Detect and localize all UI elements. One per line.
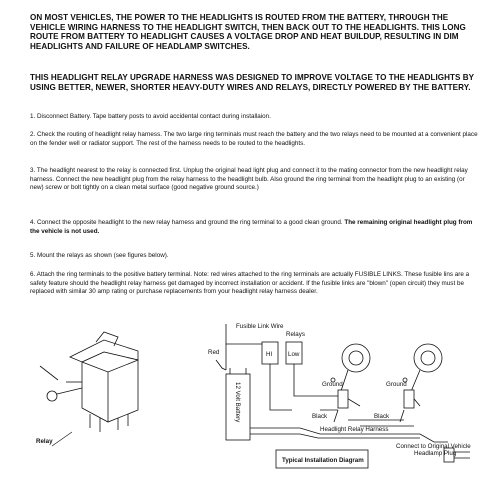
red-wire-label: Red: [208, 349, 220, 356]
intro-paragraph-2: THIS HEADLIGHT RELAY UPGRADE HARNESS WAS DESIGNED TO IMPROVE VOLTAGE TO THE HEADLIGHTS BY USING BETTER, NEWER, SHORTER HEAVY-DUTY WIRES AND RELAYS, DIRECTLY POWERED BY THE BATTERY.: [30, 73, 474, 92]
step-4-text: 4. Connect the opposite headlight to the new relay harness and ground the ring terminal to a good clean ground.: [30, 219, 343, 226]
step-4-note: The remaining original headlight plug from the vehicle is not used.: [30, 219, 473, 235]
low-relay-label: Low: [288, 351, 300, 358]
relay-label: Relay: [36, 438, 53, 445]
step-4: [30, 219, 478, 236]
ground-label-1: Ground: [322, 381, 343, 388]
hi-relay-label: HI: [266, 351, 273, 358]
installation-diagram: [0, 310, 500, 500]
step-6: 6. Attach the ring terminals to the positive battery terminal. Note: red wires attached to the ring terminals are actually FUSIBLE LINKS. These fusible lins are a safety feature should the headlight relay harness get damaged by incorrect installation or accident. If the fusible links are "blown" (open circuit) they must be replaced with similar 30 amp rating or purchase replacements from your headlight relay harness dealer.: [30, 271, 470, 296]
relay-leader: [52, 432, 72, 446]
black-wire-label-1: Black: [312, 413, 328, 420]
relay-illustration: [40, 332, 138, 432]
step-3: 3. The headlight nearest to the relay is connected first. Unplug the original head light plug and connect it to the mating connector from the new headlight relay harness. Connect the new headlight plug from the relay harness to the headlight bulb. Also ground the ring terminal from the headlight plug to an existing (or new) screw or bolt tightly on a clean metal surface (good negative ground source.): [30, 167, 468, 192]
step-2: 2. Check the routing of headlight relay harness. The two large ring terminals must reach the battery and the two relays need to be mounted at a convenient place on the fender well or radiator support. The rest of the harness needs to be routed to the headlights.: [30, 131, 478, 147]
wiring-schematic: [216, 324, 470, 462]
harness-label: Headlight Relay Harness: [320, 426, 389, 433]
ground-label-2: Ground: [386, 381, 407, 388]
intro-paragraph-1: ON MOST VEHICLES, THE POWER TO THE HEADLIGHTS IS ROUTED FROM THE BATTERY, THROUGH THE VEHICLE WIRING HARNESS TO THE HEADLIGHT SWITCH, THEN BACK OUT TO THE HEADLIGHTS. THIS LONG ROUTE FROM BATTERY TO HEADLIGHT CAUSES A VOLTAGE DROP AND HEAT BUILDUP, RESULTING IN DIM HEADLIGHTS AND FAILURE OF HEADLAMP SWITCHES.: [30, 13, 466, 51]
battery-label: 12 Volt Battery: [234, 382, 241, 423]
relays-label: Relays: [286, 331, 305, 338]
fusible-link-label: Fusible Link Wire: [236, 323, 284, 330]
connect-label-line-2: Headlamp Plug: [414, 450, 457, 457]
black-wire-label-2: Black: [374, 413, 390, 420]
diagram-caption: Typical Installation Diagram: [282, 457, 364, 464]
connect-label-line-1: Connect to Original Vehicle: [396, 443, 471, 450]
step-5: 5. Mount the relays as shown (see figures below).: [30, 252, 169, 259]
step-1: 1. Disconnect Battery. Tape battery posts to avoid accidental contact during installaion.: [30, 113, 271, 120]
